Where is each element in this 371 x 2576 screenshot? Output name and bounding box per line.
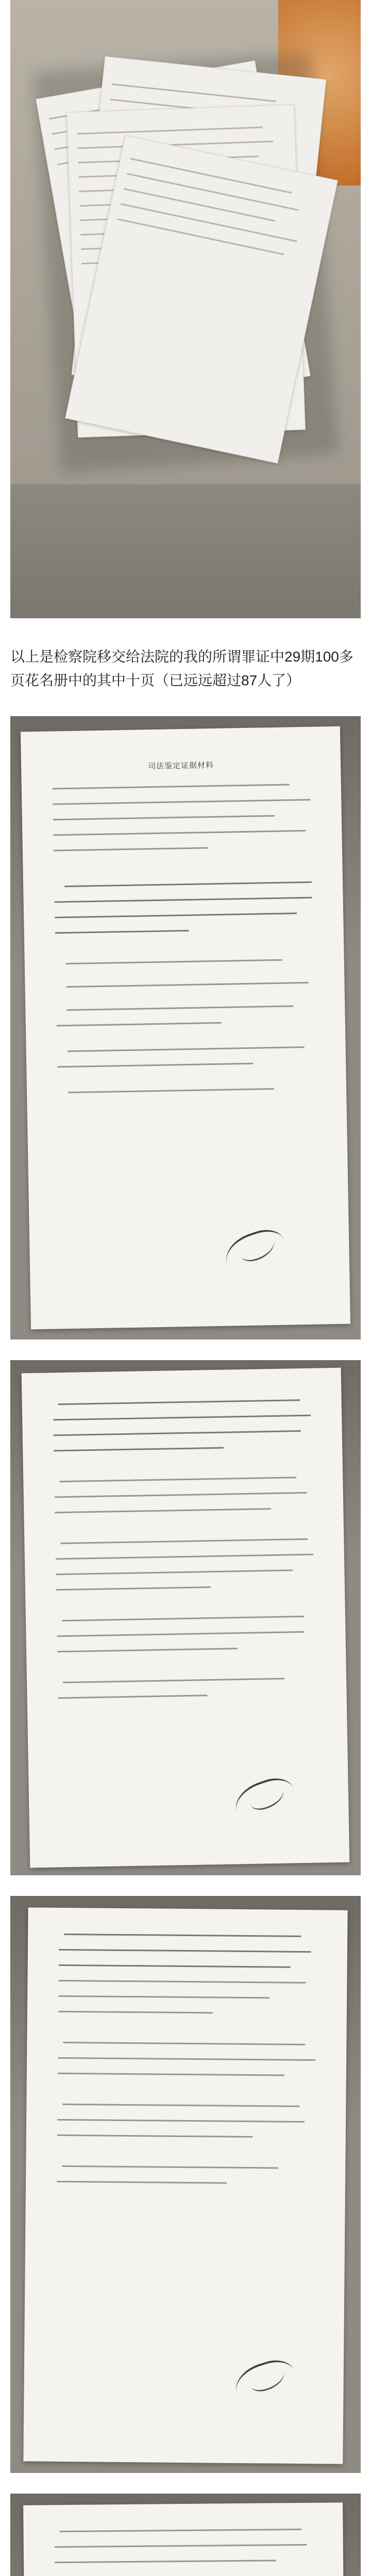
handwritten-signature [230, 2354, 302, 2414]
papers-pile-photo [10, 0, 361, 618]
image-caption: 以上是检察院移交给法院的我的所谓罪证中29期100多页花名册中的其中十页（已远远超过87人了） [10, 649, 353, 688]
document-sheet [21, 726, 350, 1330]
document-photo-2 [10, 1360, 361, 1875]
document-title: 司法鉴定证据材料 [147, 760, 214, 771]
handwritten-signature [230, 1772, 302, 1833]
handwritten-signature [220, 1224, 293, 1284]
document-photo-1 [10, 716, 361, 1340]
document-sheet [23, 2502, 348, 2576]
document-sheet [22, 1368, 350, 1868]
table-surface [10, 484, 361, 618]
document-photo-3 [10, 1896, 361, 2473]
document-sheet [23, 1907, 347, 2464]
document-photo-4 [10, 2494, 361, 2576]
